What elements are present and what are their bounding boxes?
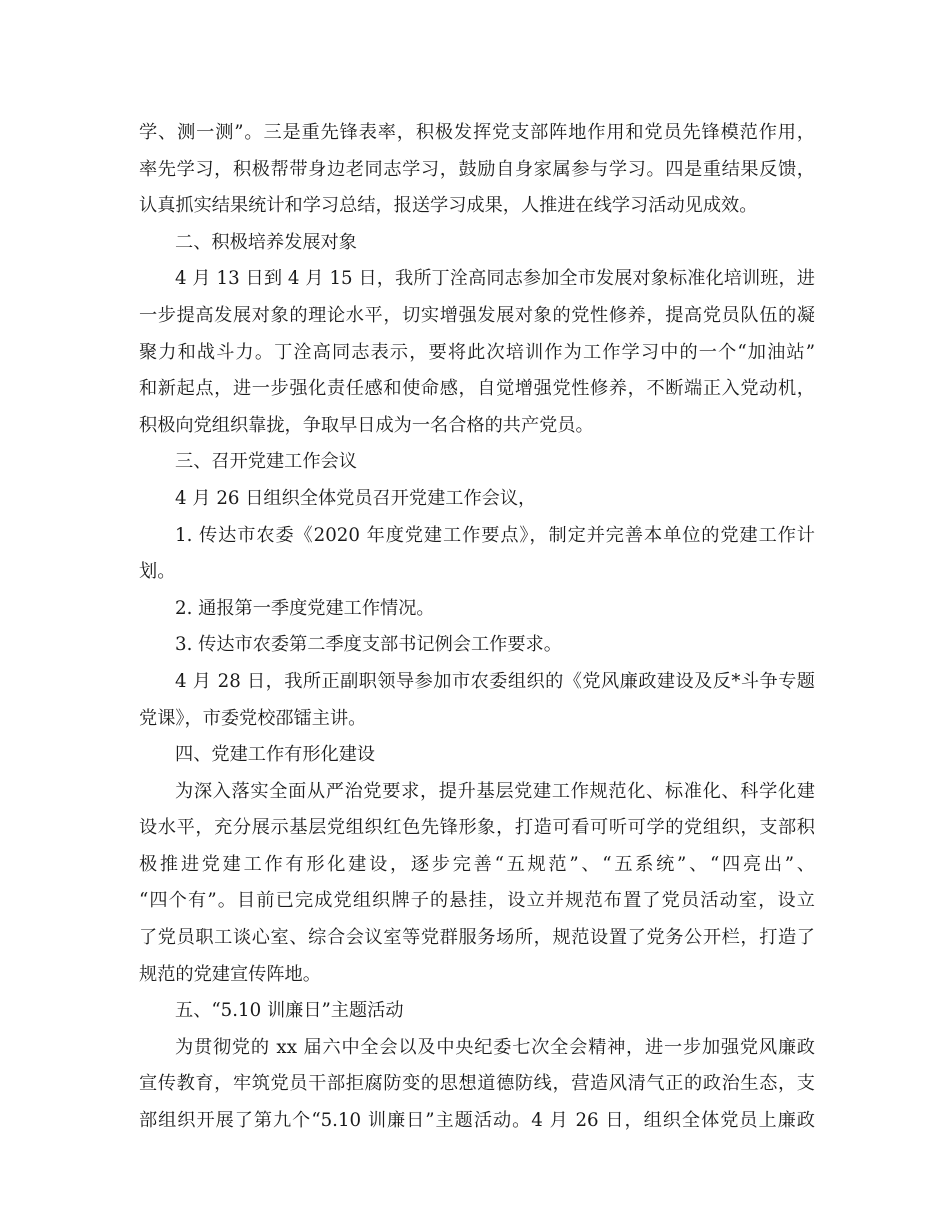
text-line: 部组织开展了第九个“5.10 训廉日”主题活动。4 月 26 日，组织全体党员上廉政 — [139, 1110, 815, 1132]
text-line: 党课》，市委党校邵镭主讲。 — [139, 707, 367, 729]
document-body — [139, 115, 815, 1140]
list-item: 1. 传达市农委《2020 年度党建工作要点》，制定并完善本单位的党建工作计 — [175, 524, 815, 546]
text-line: 为深入落实全面从严治党要求，提升基层党建工作规范化、标准化、科学化建 — [175, 780, 815, 802]
text-line: 学、测一测”。三是重先锋表率，积极发挥党支部阵地作用和党员先锋模范作用， — [139, 122, 815, 143]
section-heading: 五、“5.10 训廉日”主题活动 — [175, 1000, 404, 1022]
text-line: 设水平，充分展示基层党组织红色先锋形象，打造可看可听可学的党组织，支部积 — [139, 817, 815, 839]
text-line: 率先学习，积极帮带身边老同志学习，鼓励自身家属参与学习。四是重结果反馈， — [139, 158, 815, 180]
text-line: 了党员职工谈心室、综合会议室等党群服务场所，规范设置了党务公开栏，打造了 — [139, 927, 815, 949]
text-line: 聚力和战斗力。丁洤高同志表示，要将此次培训作为工作学习中的一个“加油站” — [139, 341, 815, 363]
text-line: 为贯彻党的 xx 届六中全会以及中央纪委七次全会精神，进一步加强党风廉政 — [175, 1036, 815, 1058]
text-line: 极推进党建工作有形化建设，逐步完善“五规范”、“五系统”、“四亮出”、 — [139, 853, 815, 875]
text-line: 宣传教育，牢筑党员干部拒腐防变的思想道德防线，营造风清气正的政治生态，支 — [139, 1073, 815, 1095]
text-line: 认真抓实结果统计和学习总结，报送学习成果，人推进在线学习活动见成效。 — [139, 195, 758, 217]
text-line: 积极向党组织靠拢，争取早日成为一名合格的共产党员。 — [139, 414, 594, 436]
list-item: 3. 传达市农委第二季度支部书记例会工作要求。 — [175, 634, 562, 656]
text-line: 和新起点，进一步强化责任感和使命感，自觉增强党性修养，不断端正入党动机， — [139, 378, 815, 400]
list-item: 2. 通报第一季度党建工作情况。 — [175, 597, 435, 619]
text-line: 规范的党建宣传阵地。 — [139, 963, 321, 985]
text-line: 4 月 26 日组织全体党员召开党建工作会议， — [175, 487, 537, 509]
section-heading: 四、党建工作有形化建设 — [175, 744, 376, 766]
text-line: “四个有”。目前已完成党组织牌子的悬挂，设立并规范布置了党员活动室，设立 — [139, 890, 815, 912]
text-line: 4 月 13 日到 4 月 15 日，我所丁洤高同志参加全市发展对象标准化培训班，进 — [175, 268, 815, 290]
text-line: 一步提高发展对象的理论水平，切实增强发展对象的党性修养，提高党员队伍的凝 — [139, 304, 815, 326]
text-line: 划。 — [139, 561, 176, 583]
section-heading: 二、积极培养发展对象 — [175, 231, 357, 253]
section-heading: 三、召开党建工作会议 — [175, 451, 357, 473]
text-line: 4 月 28 日，我所正副职领导参加市农委组织的《党风廉政建设及反*斗争专题 — [175, 670, 815, 692]
